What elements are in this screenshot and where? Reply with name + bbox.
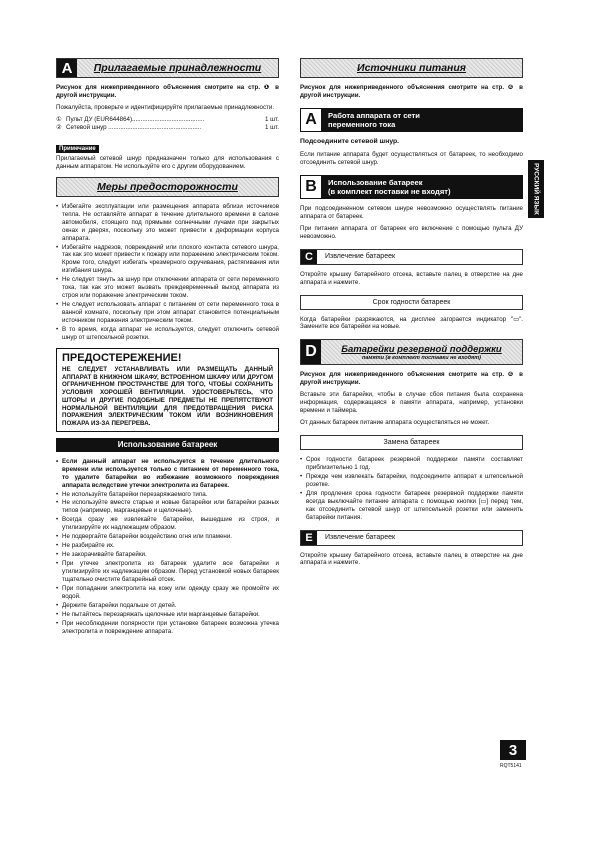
list-item: • Не используйте вместе старые и новые батарейки или батарейки разных типов (например, марганцевые и щелочные). xyxy=(56,499,279,515)
section-e-header xyxy=(300,530,523,546)
section-a-text: Если питание аппарата будет осуществляться от батареек, то необходимо отсоединить сетевой шнур. xyxy=(300,150,523,166)
right-column xyxy=(300,58,523,571)
list-item: • Срок годности батареек резервной поддержки памяти составляет приблизительно 1 год. xyxy=(300,456,523,472)
list-item: • Прежде чем извлекать батарейки, подсоедините аппарат к штепсельной розетке. xyxy=(300,473,523,489)
list-item: ② Сетевой шнур ...................................................... 1 шт. xyxy=(56,123,279,131)
section-letter: A xyxy=(57,59,77,77)
language-tab: РУССКИЙ ЯЗЫК xyxy=(528,160,544,218)
battery-life-header: Срок годности батареек xyxy=(300,295,523,310)
section-letter: B xyxy=(300,175,322,199)
section-b-text-2: При питании аппарата от батареек его включение с помощью пульта ДУ невозможно. xyxy=(300,224,523,240)
document-code: RQT5141 xyxy=(500,763,522,769)
section-d-header xyxy=(300,339,523,365)
battery-life-text: Когда батарейки разряжаются, на дисплее загорается индикатор "▭". Замените все батарейки на новые. xyxy=(300,315,523,331)
list-item: • Если данный аппарат не используется в течение длительного времени или используется только с питанием от переменного тока, то удалите батарейки во избежание возможного повреждения аппарата вследствие утечки электролита из батареек. xyxy=(56,458,279,490)
accessories-note: Прилагаемый сетевой шнур предназначен только для использования с данным аппаратом. Не используйте его с другим оборудованием. xyxy=(56,154,279,170)
safety-list xyxy=(56,203,279,342)
list-item: • Не разбирайте их. xyxy=(56,542,279,550)
list-item: • Не подвергайте батарейки воздействию огня или пламени. xyxy=(56,533,279,541)
list-item: • В то время, когда аппарат не используется, следует отключить сетевой шнур от штепсельной розетки. xyxy=(56,326,279,342)
section-e-text: Откройте крышку батарейного отсека, вставьте палец в отверстие на дне аппарата и нажмите. xyxy=(300,551,523,567)
list-item: • Для продления срока годности батареек резервной поддержки памяти всегда выключайте питание аппарата с помощью кнопки [▭] перед тем, как отсоединить сетевой шнур от штепсельной розетки или заменить батарейки питания. xyxy=(300,490,523,522)
list-item: • Не пытайтесь перезаряжать щелочные или марганцевые батарейки. xyxy=(56,611,279,619)
section-subtitle: памяти (в комплект поставки не входят) xyxy=(362,354,481,361)
section-b-text-1: При подсоединенном сетевом шнуре невозможно осуществлять питание аппарата от батареек. xyxy=(300,204,523,220)
list-item: • Всегда сразу же извлекайте батарейки, вышедшие из строя, и утилизируйте их надлежащим образом. xyxy=(56,516,279,532)
section-a-lead: Подсоедините сетевой шнур. xyxy=(300,138,400,146)
section-d-text-2: От данных батареек питание аппарата осуществляться не может. xyxy=(300,419,490,427)
power-intro: Рисунок для нижеприведенного объяснения смотрите на стр. ❻ в другой инструкции. xyxy=(300,84,523,99)
safety-header xyxy=(56,177,279,197)
warning-text: НЕ СЛЕДУЕТ УСТАНАВЛИВАТЬ ИЛИ РАЗМЕЩАТЬ ДАННЫЙ АППАРАТ В КНИЖНОМ ШКАФУ, ВСТРОЕННОМ ШКАФУ ИЛИ ДРУГОМ ОГРАНИЧЕННОМ ПРОСТРАНСТВЕ ДЛЯ ТОГО, ЧТОБЫ СОХРАНИТЬ УСЛОВИЯ ХОРОШЕЙ ВЕНТИЛЯЦИИ. УДОСТОВЕРЬТЕСЬ, ЧТО ШТОРЫ И ДРУГИЕ ПОДОБНЫЕ ПРЕДМЕТЫ НЕ ПРЕПЯТСТВУЮТ НОРМАЛЬНОЙ ВЕНТИЛЯЦИИ ДЛЯ ПРЕДОТВРАЩЕНИЯ РИСКА ПОРАЖЕНИЯ ЭЛЕКТРИЧЕСКИМ ТОКОМ ИЛИ ВОЗНИКНОВЕНИЯ ПОЖАРА ИЗ-ЗА ПЕРЕГРЕВА. xyxy=(62,365,273,427)
section-letter: D xyxy=(301,340,321,364)
list-item: • Не используйте батарейки перезаряжаемого типа. xyxy=(56,491,279,499)
replace-list xyxy=(300,456,523,522)
battery-use-list xyxy=(56,458,279,636)
list-item: • При утечке электролита из батареек удалите все батарейки и утилизируйте их надлежащим образом. Перед установкой новых батареек тщательно очистите батарейный отсек. xyxy=(56,560,279,584)
section-title: Источники питания xyxy=(301,59,522,77)
list-item: • Не закорачивайте батарейки. xyxy=(56,551,279,559)
section-a-header xyxy=(300,108,523,132)
section-title: Извлечение батареек xyxy=(325,534,396,541)
battery-use-header: Использование батареек xyxy=(56,438,279,452)
section-title: Работа аппарата от сети xyxy=(328,110,420,120)
section-c-header xyxy=(300,249,523,265)
warning-box xyxy=(56,348,279,432)
list-item: • Избегайте надрезов, повреждений или плохого контакта сетевого шнура, так как это может привести к пожару или поражению электрическим током. Кроме того, следует избегать чрезмерного скручивания, растягивания или изгибания шнура. xyxy=(56,244,279,276)
section-title: Извлечение батареек xyxy=(325,253,396,261)
section-title: Меры предосторожности xyxy=(57,178,278,196)
list-item: • При несоблюдении полярности при установке батареек возможна утечка электролита и повреждение аппарата. xyxy=(56,620,279,636)
section-c-text: Откройте крышку батарейного отсека, вставьте палец в отверстие на дне аппарата и нажмите. xyxy=(300,270,523,286)
list-item: • Не следует использовать аппарат с питанием от сети переменного тока в ванной комнате, поскольку при этом аппарат становится потенциальным источником поражения электрическим током. xyxy=(56,301,279,325)
list-item: • Избегайте эксплуатации или размещения аппарата вблизи источников тепла. Не оставляйте аппарат в течение длительного времени в салоне автомобиля, стоящего под прямыми солнечными лучами при закрытых окнах и дверях, поскольку это может привести к деформации корпуса аппарата. xyxy=(56,203,279,243)
section-letter: E xyxy=(301,531,317,545)
section-letter: C xyxy=(301,250,317,264)
list-item: • При попадании электролита на кожу или одежду сразу же промойте их водой. xyxy=(56,585,279,601)
section-d-intro: Рисунок для нижеприведенного объяснения смотрите на стр. ❻ в другой инструкции. xyxy=(300,371,523,387)
left-column xyxy=(56,58,279,639)
list-item: ① Пульт ДУ (EUR644864).......................................... 1 шт. xyxy=(56,115,279,123)
page-number: 3 xyxy=(500,740,526,760)
list-item: • Не следует тянуть за шнур при отключении аппарата от сети переменного тока, так как это может вызвать преждевременный выход аппарата из строя или поражение электрическим током. xyxy=(56,276,279,300)
section-letter: A xyxy=(300,108,322,132)
section-title: Батарейки резервной поддержки xyxy=(341,343,502,355)
warning-title: ПРЕДОСТЕРЕЖЕНИЕ! xyxy=(62,351,182,364)
section-b-header xyxy=(300,175,523,199)
accessories-list xyxy=(56,116,279,132)
note-label: Примечание xyxy=(56,145,99,153)
accessories-intro: Рисунок для нижеприведенного объяснения смотрите на стр. ❶ в другой инструкции. xyxy=(56,84,279,99)
accessories-check: Пожалуйста, проверьте и идентифицируйте прилагаемые принадлежности. xyxy=(56,103,275,111)
accessories-header xyxy=(56,58,279,78)
replace-header: Замена батареек xyxy=(300,435,523,450)
list-item: • Держите батарейки подальше от детей. xyxy=(56,602,279,610)
power-header xyxy=(300,58,523,78)
section-title: Прилагаемые принадлежности xyxy=(77,59,278,77)
section-subtitle: (в комплект поставки не входят) xyxy=(328,186,451,196)
section-d-text-1: Вставьте эти батарейки, чтобы в случае сбоя питания была сохранена информация, содержащаяся в памяти аппарата, например, установки времени и таймера. xyxy=(300,391,523,415)
section-title: Использование батареек xyxy=(328,177,423,187)
section-subtitle: переменного тока xyxy=(328,119,396,129)
